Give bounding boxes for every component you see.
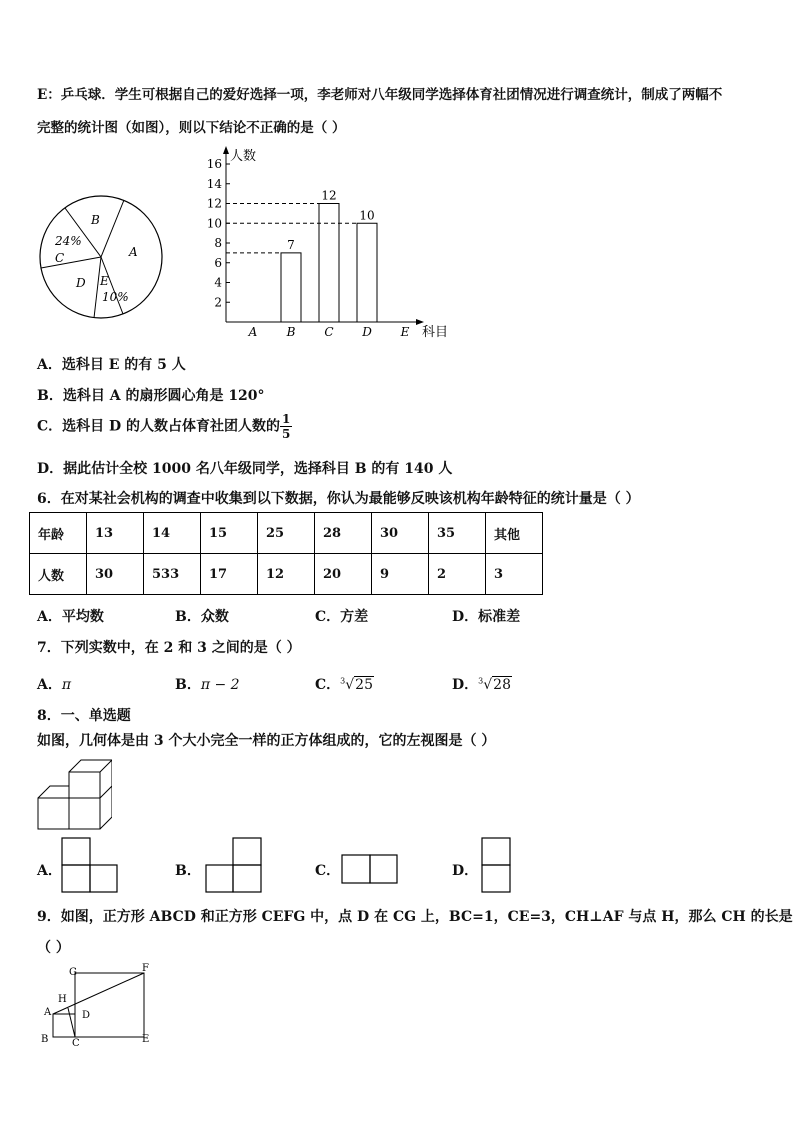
table-cell: 533	[144, 554, 201, 595]
q7-option-a[interactable]	[37, 674, 71, 694]
data-label-C: 12	[321, 188, 337, 203]
q8-option-d-figure[interactable]	[481, 837, 513, 895]
bar-D	[357, 223, 377, 322]
option-label: D．	[452, 677, 479, 693]
pie-label-c: C	[55, 251, 65, 265]
table-cell: 17	[201, 554, 258, 595]
y-tick-label: 12	[206, 196, 222, 211]
table-row-age	[30, 513, 543, 554]
table-cell: 其他	[486, 513, 543, 554]
y-tick-label: 2	[214, 295, 222, 310]
y-tick-label: 10	[206, 216, 222, 231]
table-cell: 人数	[30, 554, 87, 595]
table-cell: 35	[429, 513, 486, 554]
q8-option-a[interactable]: A．	[37, 863, 62, 879]
label-d: D	[82, 1010, 91, 1021]
q8-stem: 如图，几何体是由 3 个大小完全一样的正方体组成的，它的左视图是（ ）	[37, 733, 496, 749]
y-tick-label: 6	[214, 255, 222, 270]
q6-stem: 6．在对某社会机构的调查中收集到以下数据，你认为最能够反映该机构年龄特征的统计量是（ ）	[37, 491, 640, 507]
x-tick-label: A	[248, 325, 258, 339]
q7-option-c[interactable]	[315, 674, 374, 694]
q8-option-a-figure[interactable]	[61, 837, 119, 895]
pie-label-a: A	[129, 245, 138, 259]
pie-label-d: D	[76, 276, 86, 290]
q9-stem-line1: 9．如图，正方形 ABCD 和正方形 CEFG 中，点 D 在 CG 上，BC=1，CE=3，CH⊥AF 与点 H，那么 CH 的长是	[37, 909, 793, 925]
label-b: B	[41, 1034, 49, 1045]
bar-B	[281, 253, 301, 322]
pi-minus-two: π − 2	[200, 677, 240, 693]
q9-stem-line2: （ ）	[37, 940, 70, 956]
cube-root-index: 3	[478, 676, 484, 686]
y-axis-arrow	[223, 146, 229, 154]
table-cell: 3	[486, 554, 543, 595]
table-cell: 25	[258, 513, 315, 554]
pie-label-10pct: 10%	[102, 290, 129, 304]
q5-option-d[interactable]: D．据此估计全校 1000 名八年级同学，选择科目 B 的有 140 人	[37, 461, 453, 477]
x-tick-label: B	[286, 325, 296, 339]
table-cell: 30	[372, 513, 429, 554]
pie-label-e: E	[100, 274, 109, 288]
table-cell: 13	[87, 513, 144, 554]
cube-root-index: 3	[340, 676, 346, 686]
fraction-one-fifth: $\frac{1}{5}$	[282, 412, 291, 441]
label-c: C	[72, 1038, 80, 1048]
option-label: B．	[175, 677, 201, 693]
q5-option-c-text: C．选科目 D 的人数占体育社团人数的	[37, 418, 281, 435]
q5-option-a[interactable]: A．选科目 E 的有 5 人	[37, 357, 186, 373]
age-data-table	[29, 512, 543, 595]
option-label: A．	[37, 677, 62, 693]
table-cell: 30	[87, 554, 144, 595]
data-label-D: 10	[359, 208, 375, 223]
data-label-B: 7	[287, 237, 295, 252]
square-cefg	[75, 973, 144, 1037]
y-tick-label: 16	[206, 157, 222, 171]
cube-solid-figure	[36, 758, 112, 834]
table-cell: 28	[315, 513, 372, 554]
x-tick-label: E	[400, 325, 410, 339]
table-cell: 2	[429, 554, 486, 595]
y-tick-label: 4	[214, 275, 222, 290]
q8-option-b[interactable]: B．	[175, 863, 201, 879]
table-cell: 年龄	[30, 513, 87, 554]
q6-option-c[interactable]: C．方差	[315, 609, 369, 625]
bar-C	[319, 204, 339, 323]
q6-option-a[interactable]: A．平均数	[37, 609, 104, 625]
y-tick-label: 14	[206, 176, 222, 191]
q7-option-b[interactable]	[175, 674, 240, 694]
q8-option-d[interactable]: D．	[452, 863, 479, 879]
radicand: 25	[355, 677, 373, 693]
table-cell: 15	[201, 513, 258, 554]
q6-option-b[interactable]: B．众数	[175, 609, 229, 625]
segment-ch	[68, 1008, 75, 1037]
table-cell: 20	[315, 554, 372, 595]
pie-chart	[36, 192, 166, 322]
pi-symbol: π	[61, 677, 72, 693]
bar-chart	[200, 142, 460, 342]
squares-geometry-figure	[38, 962, 158, 1048]
square-abcd	[53, 1014, 75, 1037]
q8-option-c[interactable]: C．	[315, 863, 341, 879]
radical-sign: √	[483, 677, 493, 693]
q6-option-d[interactable]: D．标准差	[452, 609, 521, 625]
table-cell: 12	[258, 554, 315, 595]
x-tick-label: C	[324, 325, 334, 339]
q5-stem-line1: E：乒乓球．学生可根据自己的爱好选择一项，李老师对八年级同学选择体育社团情况进行调查统计，制成了两幅不	[37, 87, 723, 103]
q7-option-d[interactable]	[452, 674, 512, 694]
q5-option-c[interactable]	[37, 412, 292, 441]
label-g: G	[69, 967, 77, 978]
x-tick-label: D	[362, 325, 372, 339]
table-cell: 14	[144, 513, 201, 554]
pie-label-b: B	[91, 213, 100, 227]
pie-divider-c-d	[41, 257, 101, 268]
pie-divider-b-a	[101, 200, 124, 257]
y-axis-label: 人数	[230, 149, 257, 164]
q8-option-b-figure[interactable]	[205, 837, 263, 895]
label-h: H	[58, 994, 67, 1005]
x-axis-label: 科目	[422, 325, 449, 340]
table-cell: 9	[372, 554, 429, 595]
y-tick-label: 8	[214, 236, 222, 250]
q5-stem-line2: 完整的统计图（如图），则以下结论不正确的是（ ）	[37, 120, 346, 136]
option-label: C．	[315, 677, 341, 693]
pie-label-24pct: 24%	[55, 234, 82, 248]
label-a: A	[44, 1007, 52, 1018]
label-f: F	[142, 963, 149, 974]
q8-heading: 8．一、单选题	[37, 708, 131, 724]
label-e: E	[142, 1034, 150, 1045]
q8-option-c-figure[interactable]	[341, 854, 399, 886]
radical-sign: √	[345, 677, 355, 693]
q7-stem: 7．下列实数中，在 2 和 3 之间的是（ ）	[37, 640, 301, 656]
radicand: 28	[493, 677, 511, 693]
table-row-count	[30, 554, 543, 595]
q5-option-b[interactable]: B．选科目 A 的扇形圆心角是 120°	[37, 388, 265, 404]
